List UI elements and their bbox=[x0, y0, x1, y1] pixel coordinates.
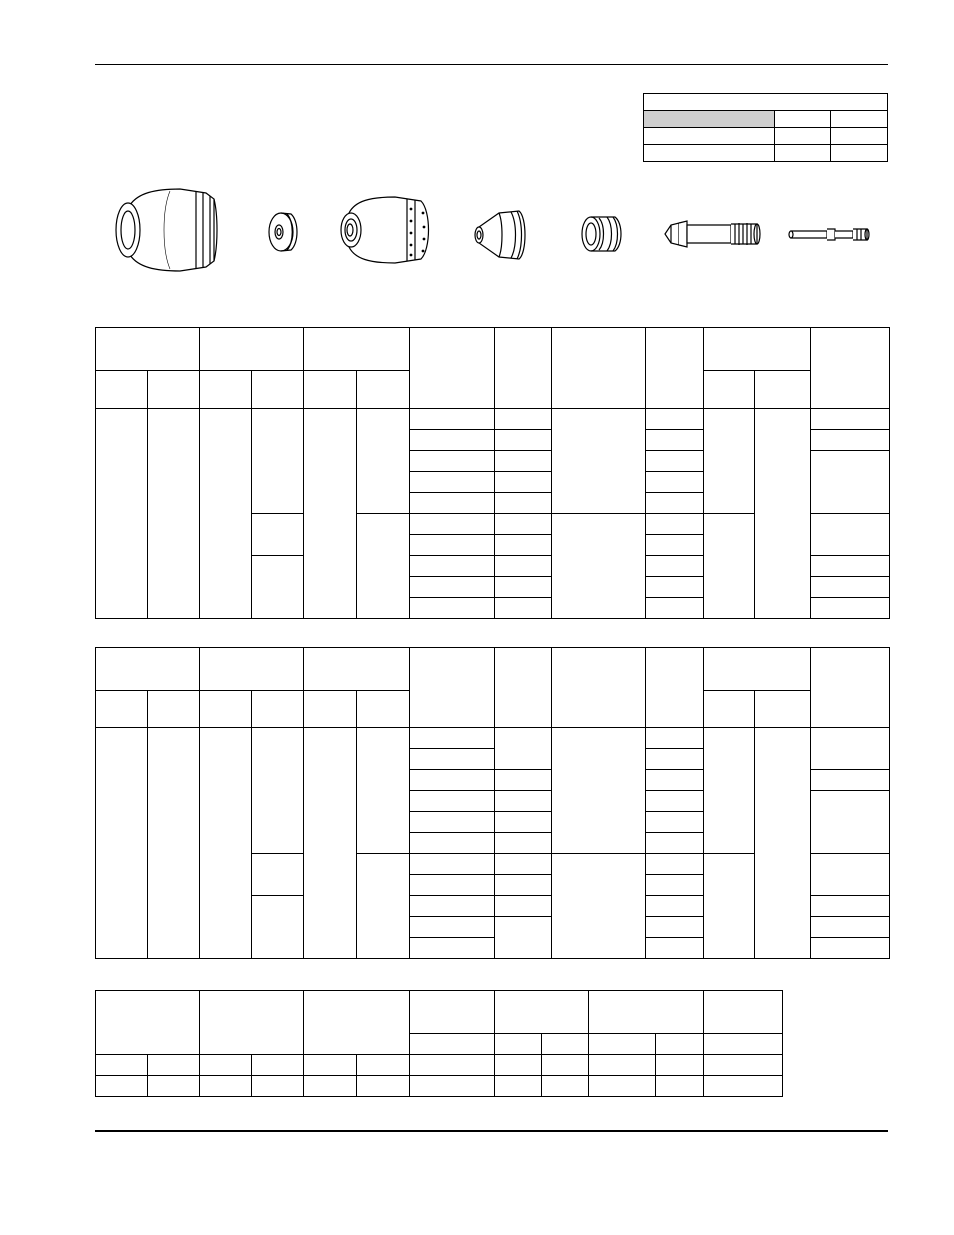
table-cell bbox=[646, 791, 704, 812]
table-header-cell bbox=[410, 648, 495, 728]
shield-icon bbox=[110, 185, 222, 275]
info-table-cell bbox=[775, 111, 831, 128]
table-cell bbox=[304, 728, 357, 959]
table-cell bbox=[495, 917, 552, 959]
header-rule bbox=[95, 64, 888, 65]
table-cell bbox=[646, 770, 704, 791]
table-cell bbox=[410, 514, 495, 535]
table-cell bbox=[410, 854, 495, 875]
nozzle-icon bbox=[473, 207, 537, 263]
table-cell bbox=[495, 409, 552, 430]
table-cell bbox=[811, 728, 890, 770]
table-cell bbox=[552, 514, 646, 619]
table-subheader-cell bbox=[357, 371, 410, 409]
table-cell bbox=[646, 812, 704, 833]
table-cell bbox=[495, 728, 552, 770]
table-cell bbox=[495, 493, 552, 514]
table-cell bbox=[542, 1076, 589, 1097]
table-cell bbox=[410, 577, 495, 598]
table-header-cell bbox=[304, 328, 410, 371]
table-cell bbox=[410, 472, 495, 493]
table-header-cell bbox=[304, 648, 410, 691]
table-cell bbox=[304, 409, 357, 619]
table-header-cell bbox=[704, 328, 811, 371]
table-cell bbox=[646, 451, 704, 472]
table-cell bbox=[495, 854, 552, 875]
table-cell bbox=[410, 749, 495, 770]
table-cell bbox=[495, 535, 552, 556]
table-subheader-cell bbox=[148, 371, 200, 409]
table-cell bbox=[410, 451, 495, 472]
table-cell bbox=[755, 409, 811, 619]
table-header-cell bbox=[304, 991, 410, 1055]
table-cell bbox=[410, 770, 495, 791]
table-cell bbox=[646, 493, 704, 514]
table-header-cell bbox=[410, 328, 495, 409]
table-header-cell bbox=[495, 991, 589, 1034]
table-cell bbox=[252, 854, 304, 896]
table-cell bbox=[552, 409, 646, 514]
table-subheader-cell bbox=[704, 691, 755, 728]
shield-cap-icon bbox=[267, 211, 303, 253]
table-cell bbox=[252, 514, 304, 556]
footer-rule bbox=[95, 1130, 888, 1132]
table-cell bbox=[495, 791, 552, 812]
table-cell bbox=[410, 938, 495, 959]
table-header-cell bbox=[646, 648, 704, 728]
table-cell bbox=[542, 1055, 589, 1076]
table-cell bbox=[646, 556, 704, 577]
swirl-ring-icon bbox=[579, 213, 629, 255]
table-cell bbox=[811, 514, 890, 556]
consumables-illustration bbox=[95, 185, 888, 285]
table-subheader-cell bbox=[96, 691, 148, 728]
info-table-title-cell bbox=[644, 94, 888, 111]
table-cell bbox=[495, 598, 552, 619]
table-header-cell bbox=[410, 991, 495, 1034]
table-cell bbox=[811, 598, 890, 619]
table-cell bbox=[552, 728, 646, 854]
table-cell bbox=[811, 917, 890, 938]
table-header-cell bbox=[200, 991, 304, 1055]
table-cell bbox=[357, 854, 410, 959]
table-header-cell bbox=[495, 648, 552, 728]
table-cell bbox=[704, 514, 755, 619]
table-cell bbox=[646, 917, 704, 938]
table-cell bbox=[811, 770, 890, 791]
table-cell bbox=[589, 1076, 656, 1097]
table-cell bbox=[811, 896, 890, 917]
table-cell bbox=[811, 938, 890, 959]
table-cell bbox=[755, 728, 811, 959]
table-cell bbox=[646, 514, 704, 535]
table-subheader-cell bbox=[755, 371, 811, 409]
table-cell bbox=[811, 430, 890, 451]
table-subheader-cell bbox=[96, 371, 148, 409]
info-table-cell bbox=[644, 128, 775, 145]
table-cell bbox=[811, 409, 890, 430]
table-header-cell bbox=[704, 648, 811, 691]
table-cell bbox=[646, 535, 704, 556]
table-cell bbox=[495, 812, 552, 833]
table-subheader-cell bbox=[656, 1034, 704, 1055]
table-cell bbox=[410, 917, 495, 938]
table-cell bbox=[96, 728, 148, 959]
table-cell bbox=[252, 1055, 304, 1076]
table-cell bbox=[410, 728, 495, 749]
table-cell bbox=[704, 728, 755, 854]
table-cell bbox=[410, 833, 495, 854]
table-subheader-cell bbox=[357, 691, 410, 728]
table-cell bbox=[304, 1055, 357, 1076]
table-cell bbox=[148, 1076, 200, 1097]
table-cell bbox=[148, 728, 200, 959]
table-cell bbox=[811, 451, 890, 514]
table-cell bbox=[96, 1076, 148, 1097]
table-cell bbox=[495, 430, 552, 451]
table-cell bbox=[200, 728, 252, 959]
table-cell bbox=[704, 409, 755, 514]
table-header-cell bbox=[495, 328, 552, 409]
table-subheader-cell bbox=[148, 691, 200, 728]
table-cell bbox=[410, 430, 495, 451]
info-table-cell bbox=[831, 111, 888, 128]
table-subheader-cell bbox=[200, 691, 252, 728]
table-cell bbox=[410, 1076, 495, 1097]
consumables-table-1 bbox=[95, 327, 890, 619]
table-subheader-cell bbox=[410, 1034, 495, 1055]
table-cell bbox=[252, 728, 304, 854]
table-subheader-cell bbox=[755, 691, 811, 728]
table-subheader-cell bbox=[589, 1034, 656, 1055]
table-cell bbox=[646, 854, 704, 875]
table-header-cell bbox=[811, 328, 890, 409]
table-cell bbox=[148, 409, 200, 619]
table-cell bbox=[252, 409, 304, 514]
table-cell bbox=[646, 833, 704, 854]
table-cell bbox=[252, 556, 304, 619]
electrode-icon bbox=[661, 217, 765, 251]
table-cell bbox=[410, 535, 495, 556]
table-header-cell bbox=[200, 648, 304, 691]
table-header-cell bbox=[704, 991, 783, 1034]
table-cell bbox=[357, 1076, 410, 1097]
table-cell bbox=[410, 409, 495, 430]
table-cell bbox=[410, 493, 495, 514]
table-cell bbox=[646, 875, 704, 896]
table-cell bbox=[200, 1076, 252, 1097]
table-cell bbox=[704, 1055, 783, 1076]
table-header-cell bbox=[552, 648, 646, 728]
table-cell bbox=[589, 1055, 656, 1076]
table-header-cell bbox=[96, 648, 200, 691]
info-table-cell bbox=[775, 128, 831, 145]
info-table-cell bbox=[831, 128, 888, 145]
table-cell bbox=[656, 1055, 704, 1076]
table-cell bbox=[704, 1076, 783, 1097]
table-cell bbox=[495, 472, 552, 493]
table-subheader-cell bbox=[495, 1034, 542, 1055]
table-cell bbox=[96, 409, 148, 619]
water-tube-icon bbox=[787, 225, 873, 243]
table-header-cell bbox=[200, 328, 304, 371]
table-header-cell bbox=[96, 328, 200, 371]
table-cell bbox=[646, 472, 704, 493]
table-cell bbox=[646, 430, 704, 451]
table-cell bbox=[495, 896, 552, 917]
table-header-cell bbox=[589, 991, 704, 1034]
table-subheader-cell bbox=[542, 1034, 589, 1055]
table-cell bbox=[357, 1055, 410, 1076]
table-cell bbox=[495, 833, 552, 854]
table-cell bbox=[495, 770, 552, 791]
table-cell bbox=[495, 577, 552, 598]
table-subheader-cell bbox=[252, 371, 304, 409]
consumables-table-3 bbox=[95, 990, 783, 1097]
table-cell bbox=[495, 1076, 542, 1097]
table-cell bbox=[656, 1076, 704, 1097]
info-table-cell bbox=[644, 145, 775, 162]
table-header-cell bbox=[646, 328, 704, 409]
table-cell bbox=[410, 556, 495, 577]
table-cell bbox=[646, 938, 704, 959]
table-cell bbox=[200, 1055, 252, 1076]
table-cell bbox=[495, 514, 552, 535]
table-cell bbox=[495, 1055, 542, 1076]
table-header-cell bbox=[96, 991, 200, 1055]
table-cell bbox=[811, 854, 890, 896]
table-cell bbox=[495, 556, 552, 577]
table-cell bbox=[410, 812, 495, 833]
table-cell bbox=[704, 854, 755, 959]
info-table-cell bbox=[775, 145, 831, 162]
table-cell bbox=[410, 896, 495, 917]
table-cell bbox=[410, 875, 495, 896]
info-table bbox=[643, 93, 888, 162]
retaining-cap-icon bbox=[335, 191, 441, 269]
table-subheader-cell bbox=[304, 371, 357, 409]
table-cell bbox=[646, 749, 704, 770]
table-subheader-cell bbox=[704, 371, 755, 409]
table-cell bbox=[646, 728, 704, 749]
table-cell bbox=[552, 854, 646, 959]
table-cell bbox=[148, 1055, 200, 1076]
table-subheader-cell bbox=[200, 371, 252, 409]
table-subheader-cell bbox=[304, 691, 357, 728]
table-cell bbox=[304, 1076, 357, 1097]
table-cell bbox=[357, 409, 410, 514]
table-header-cell bbox=[552, 328, 646, 409]
table-subheader-cell bbox=[252, 691, 304, 728]
table-cell bbox=[646, 409, 704, 430]
table-cell bbox=[646, 577, 704, 598]
table-cell bbox=[811, 556, 890, 577]
table-cell bbox=[252, 1076, 304, 1097]
table-cell bbox=[646, 896, 704, 917]
consumables-table-2 bbox=[95, 647, 890, 959]
table-cell bbox=[357, 514, 410, 619]
table-cell bbox=[811, 577, 890, 598]
table-cell bbox=[495, 875, 552, 896]
table-cell bbox=[811, 791, 890, 854]
table-cell bbox=[200, 409, 252, 619]
table-cell bbox=[410, 791, 495, 812]
table-cell bbox=[410, 598, 495, 619]
table-cell bbox=[252, 896, 304, 959]
table-cell bbox=[495, 451, 552, 472]
table-cell bbox=[357, 728, 410, 854]
table-cell bbox=[410, 1055, 495, 1076]
table-header-cell bbox=[811, 648, 890, 728]
info-table-cell bbox=[831, 145, 888, 162]
table-cell bbox=[646, 598, 704, 619]
info-table-header-cell bbox=[644, 111, 775, 128]
table-subheader-cell bbox=[704, 1034, 783, 1055]
table-cell bbox=[96, 1055, 148, 1076]
